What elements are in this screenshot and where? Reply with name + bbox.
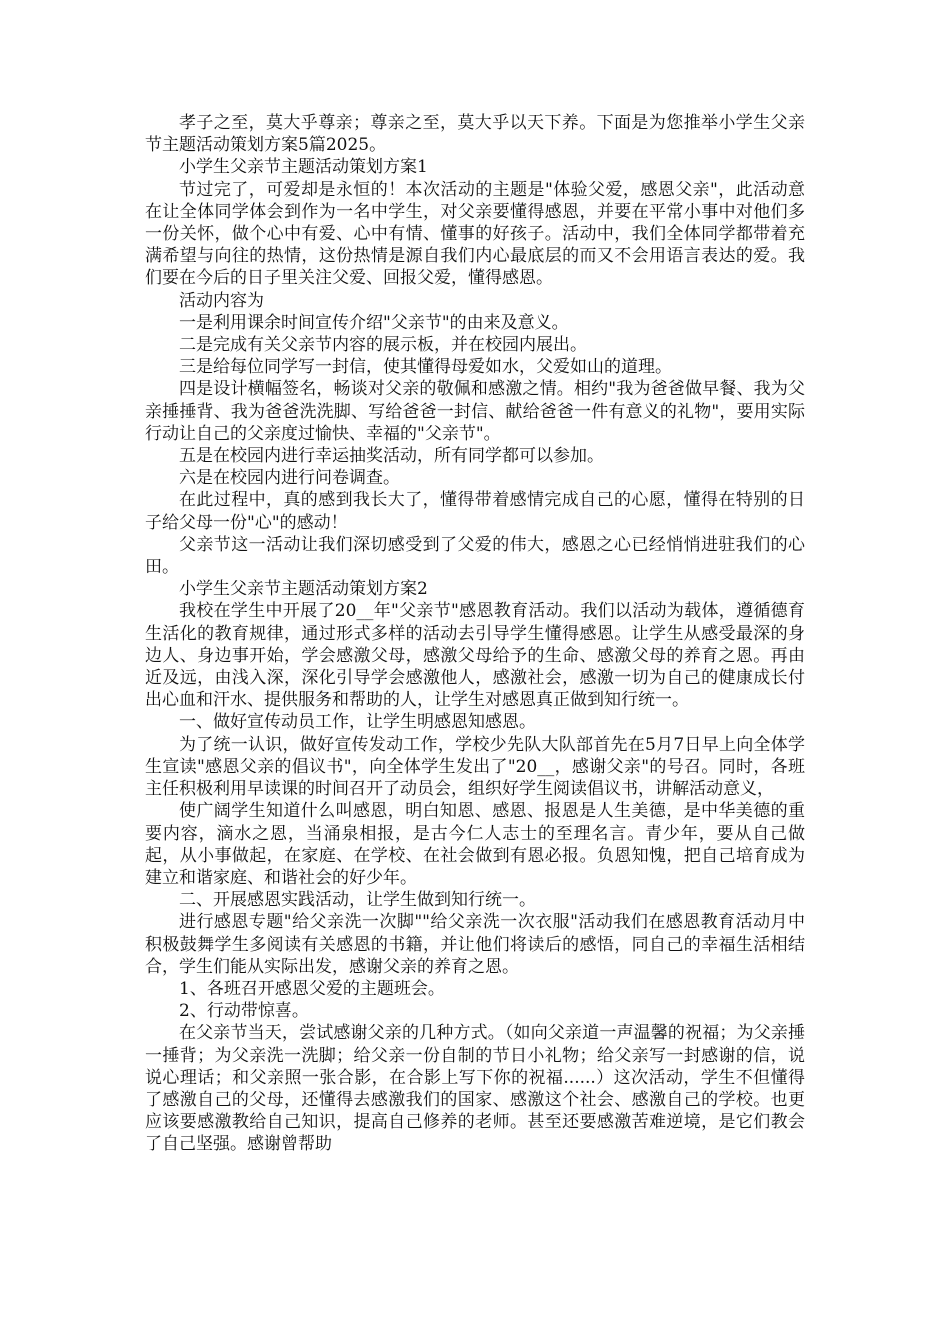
subheading: 二、开展感恩实践活动，让学生做到知行统一。 [179, 890, 536, 911]
list-item: 三是给每位同学写一封信，使其懂得母爱如水，父爱如山的道理。 [179, 357, 672, 378]
paragraph: 进行感恩专题"给父亲洗一次脚""给父亲洗一次衣服"活动我们在感恩教育活动月中积极鼓舞学生多阅读有关感恩的书籍，并让他们将读后的感悟，同自己的幸福生活相结合，学生们能从实际出发，感谢父亲的养育之恩。 [145, 912, 805, 977]
paragraph: 父亲节这一活动让我们深切感受到了父爱的伟大，感恩之心已经悄悄进驻我们的心田。 [145, 534, 805, 578]
section-heading-2: 小学生父亲节主题活动策划方案2 [179, 579, 428, 600]
section-heading-1: 小学生父亲节主题活动策划方案1 [179, 157, 428, 178]
paragraph: 活动内容为 [179, 290, 264, 311]
subheading: 一、做好宣传动员工作，让学生明感恩知感恩。 [179, 712, 536, 733]
list-item: 六是在校园内进行问卷调查。 [179, 468, 400, 489]
paragraph: 节过完了，可爱却是永恒的！本次活动的主题是"体验父爱，感恩父亲"，此活动意在让全体同学体会到作为一名中学生，对父亲要懂得感恩，并要在平常小事中对他们多一份关怀，做个心中有爱、心中有情、懂事的好孩子。活动中，我们全体同学都带着充满希望与向往的热情，这份热情是源自我们内心最底层的而又不会用语言表达的爱。我们要在今后的日子里关注父爱、回报父爱，懂得感恩。 [145, 179, 805, 289]
paragraph-intro: 孝子之至，莫大乎尊亲；尊亲之至，莫大乎以天下养。下面是为您推举小学生父亲节主题活动策划方案5篇2025。 [145, 113, 805, 156]
paragraph: 我校在学生中开展了20__年"父亲节"感恩教育活动。我们以活动为载体，遵循德育生活化的教育规律，通过形式多样的活动去引导学生懂得感恩。让学生从感受最深的身边人、身边事开始，学会感激父母，感激父母给予的生命、感激父母的养育之恩。再由近及远，由浅入深，深化引导学会感激他人，感激社会，感激一切为自己的健康成长付出心血和汗水、提供服务和帮助的人，让学生对感恩真正做到知行统一。 [145, 601, 805, 711]
paragraph: 在父亲节当天，尝试感谢父亲的几种方式。（如向父亲道一声温馨的祝福；为父亲捶一捶背；为父亲洗一洗脚；给父亲一份自制的节日小礼物；给父亲写一封感谢的信，说说心理话；和父亲照一张合影，在合影上写下你的祝福......）这次活动，学生不但懂得了感激自己的父母，还懂得去感激我们的国家、感激这个社会、感激自己的学校。也更应该要感激教给自己知识，提高自己修养的老师。甚至还要感激苦难逆境，是它们教会了自己坚强。感谢曾帮助 [145, 1023, 805, 1155]
list-item: 四是设计横幅签名，畅谈对父亲的敬佩和感激之情。相约"我为爸爸做早餐、我为父亲捶捶背、我为爸爸洗洗脚、写给爸爸一封信、献给爸爸一件有意义的礼物"，要用实际行动让自己的父亲度过愉快、幸福的"父亲节"。 [145, 379, 805, 444]
document-body [145, 112, 805, 1156]
list-item: 2、行动带惊喜。 [179, 1001, 309, 1022]
list-item: 二是完成有关父亲节内容的展示板，并在校园内展出。 [179, 335, 587, 356]
paragraph: 为了统一认识，做好宣传发动工作，学校少先队大队部首先在5月7日早上向全体学生宣读"感恩父亲的倡议书"，向全体学生发出了"20__，感谢父亲"的号召。同时，各班主任积极利用早读课的时间召开了动员会，组织好学生阅读倡议书，讲解活动意义， [145, 734, 805, 800]
list-item: 一是利用课余时间宣传介绍"父亲节"的由来及意义。 [179, 312, 569, 333]
paragraph: 使广阔学生知道什么叫感恩，明白知恩、感恩、报恩是人生美德，是中华美德的重要内容，滴水之恩，当涌泉相报，是古今仁人志士的至理名言。青少年，要从自己做起，从小事做起，在家庭、在学校、在社会做到有恩必报。负恩知愧，把自己培育成为建立和谐家庭、和谐社会的好少年。 [145, 801, 805, 888]
list-item: 1、各班召开感恩父爱的主题班会。 [179, 978, 445, 999]
paragraph: 在此过程中，真的感到我长大了，懂得带着感情完成自己的心愿，懂得在特别的日子给父母一份"心"的感动！ [145, 490, 805, 533]
list-item: 五是在校园内进行幸运抽奖活动，所有同学都可以参加。 [179, 446, 604, 467]
